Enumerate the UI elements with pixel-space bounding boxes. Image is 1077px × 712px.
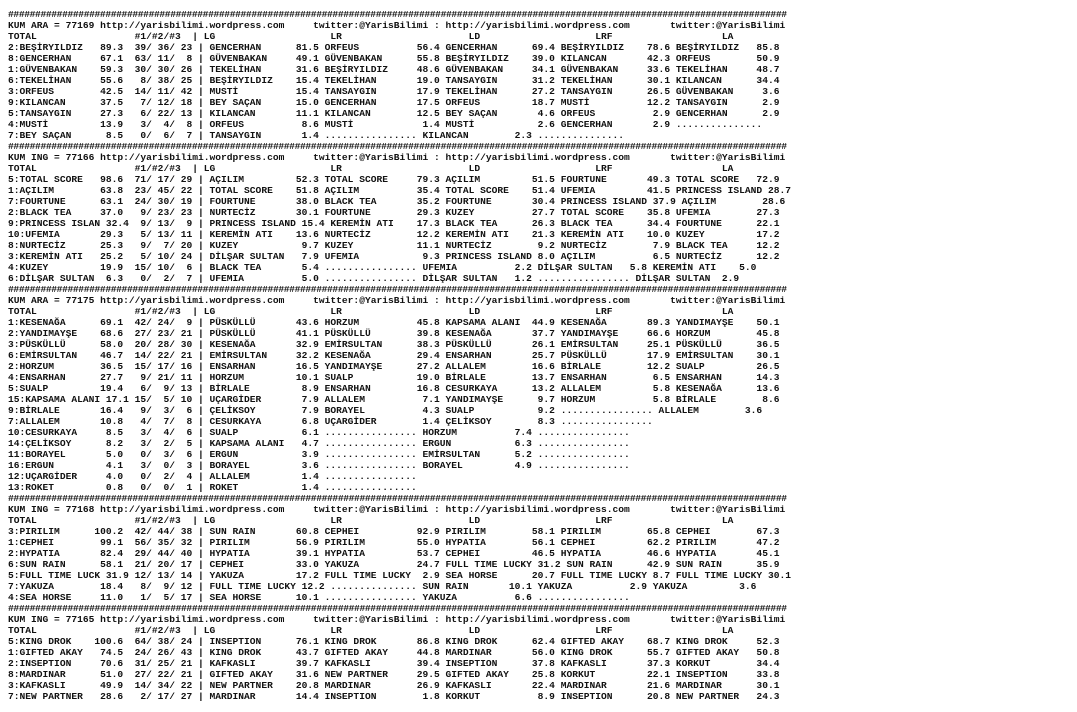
result-line: 3:KAFKASLI 49.9 14/ 34/ 22 | NEW PARTNER 20.8 MARDINAR 26.9 KAFKASLI 22.4 MARDINAR 21.6 MARDINAR 30.1 xyxy=(8,680,780,691)
result-line: 9:PRINCESS ISLAN 32.4 9/ 13/ 9 | PRINCESS ISLAND 15.4 KEREMİN ATI 17.3 BLACK TEA 26.3 BLACK TEA 34.4 FOURTUNE 22.1 xyxy=(8,218,780,229)
result-line: 7:BEY SAÇAN 8.5 0/ 6/ 7 | TANSAYGIN 1.4 ................ KILANCAN 2.3 ............... xyxy=(8,130,625,141)
result-line: 7:YAKUZA 18.4 8/ 9/ 12 | FULL TIME LUCKY 12.2 ............... SUN RAIN 10.1 YAKUZA 2.9 YAKUZA 3.6 xyxy=(8,581,757,592)
result-line: 13:ROKET 0.8 0/ 0/ 1 | ROKET 1.4 ................ xyxy=(8,482,417,493)
result-line: 12:UÇARGİDER 4.0 0/ 2/ 4 | ALLALEM 1.4 ................ xyxy=(8,471,417,482)
result-line: 10:CESURKAYA 8.5 3/ 4/ 6 | SUALP 6.1 ................ HORZUM 7.4 ................ xyxy=(8,427,630,438)
result-line: 6:TEKELİHAN 55.6 8/ 38/ 25 | BEŞİRYILDIZ 15.4 TEKELİHAN 19.0 TANSAYGIN 31.2 TEKELİHAN 30.1 KILANCAN 34.4 xyxy=(8,75,780,86)
result-line: 6:SUN RAIN 58.1 21/ 20/ 17 | CEPHEI 33.0 YAKUZA 24.7 FULL TIME LUCKY 31.2 SUN RAIN 42.9 SUN RAIN 35.9 xyxy=(8,559,780,570)
result-line: 6:EMİRSULTAN 46.7 14/ 22/ 21 | EMİRSULTAN 32.2 KESENAĞA 29.4 ENSARHAN 25.7 PÜSKÜLLÜ 17.9 EMİRSULTAN 30.1 xyxy=(8,350,780,361)
race-header-line: KUM ARA = 77169 http://yarisbilimi.wordpress.com twitter:@YarisBilimi : http://yarisbilimi.wordpress.com twitter:@YarisBilimi xyxy=(8,20,786,31)
race-header-line: KUM ING = 77165 http://yarisbilimi.wordpress.com twitter:@YarisBilimi : http://yarisbilimi.wordpress.com twitter:@YarisBilimi xyxy=(8,614,786,625)
race-block xyxy=(8,141,1077,284)
result-line: 3:KEREMİN ATI 25.2 5/ 10/ 24 | DİLŞAR SULTAN 7.9 UFEMIA 9.3 PRINCESS ISLAND 8.0 AÇILIM 6.5 NURTECİZ 12.2 xyxy=(8,251,780,262)
column-header-line: TOTAL #1/#2/#3 | LG LR LD LRF LA xyxy=(8,625,734,636)
result-line: 3:PÜSKÜLLÜ 58.0 20/ 28/ 30 | KESENAĞA 32.9 EMİRSULTAN 38.3 PÜSKÜLLÜ 26.1 EMİRSULTAN 25.1 PÜSKÜLLÜ 36.5 xyxy=(8,339,780,350)
result-line: 4:SEA HORSE 11.0 1/ 5/ 17 | SEA HORSE 10.1 ................ YAKUZA 6.6 ................ xyxy=(8,592,630,603)
result-line: 4:ENSARHAN 27.7 9/ 21/ 11 | HORZUM 10.1 SUALP 19.0 BİRLALE 13.7 ENSARHAN 6.5 ENSARHAN 14.3 xyxy=(8,372,780,383)
race-block xyxy=(8,284,1077,493)
result-line: 3:PIRILIM 100.2 42/ 44/ 38 | SUN RAIN 60.8 CEPHEI 92.9 PIRILIM 58.1 PIRILIM 65.8 CEPHEI 67.3 xyxy=(8,526,780,537)
separator-line: ################################################################################################################################################ xyxy=(8,603,787,614)
result-line: 1:AÇILIM 63.8 23/ 45/ 22 | TOTAL SCORE 51.8 AÇILIM 35.4 TOTAL SCORE 51.4 UFEMIA 41.5 PRINCESS ISLAND 28.7 xyxy=(8,185,791,196)
result-line: 1:GÜVENBAKAN 59.3 30/ 30/ 26 | TEKELİHAN 31.6 BEŞİRYILDIZ 48.6 GÜVENBAKAN 34.1 GÜVENBAKAN 33.6 TEKELİHAN 48.7 xyxy=(8,64,780,75)
result-line: 5:TANSAYGIN 27.3 6/ 22/ 13 | KILANCAN 11.1 KILANCAN 12.5 BEY SAÇAN 4.6 ORFEUS 2.9 GENCERHAN 2.9 xyxy=(8,108,780,119)
column-header-line: TOTAL #1/#2/#3 | LG LR LD LRF LA xyxy=(8,306,734,317)
result-line: 7:NEW PARTNER 28.6 2/ 17/ 27 | MARDINAR 14.4 INSEPTION 1.8 KORKUT 8.9 INSEPTION 20.8 NEW PARTNER 24.3 xyxy=(8,691,780,702)
column-header-line: TOTAL #1/#2/#3 | LG LR LD LRF LA xyxy=(8,163,734,174)
result-line: 3:ORFEUS 42.5 14/ 11/ 42 | MUSTİ 15.4 TANSAYGIN 17.9 TEKELİHAN 27.2 TANSAYGIN 26.5 GÜVENBAKAN 3.6 xyxy=(8,86,780,97)
separator-line: ################################################################################################################################################ xyxy=(8,9,787,20)
result-line: 5:KING DROK 100.6 64/ 38/ 24 | INSEPTION 76.1 KING DROK 86.8 KING DROK 62.4 GIFTED AKAY 68.7 KING DROK 52.3 xyxy=(8,636,780,647)
race-header-line: KUM ARA = 77175 http://yarisbilimi.wordpress.com twitter:@YarisBilimi : http://yarisbilimi.wordpress.com twitter:@YarisBilimi xyxy=(8,295,786,306)
result-line: 8:NURTECİZ 25.3 9/ 7/ 20 | KUZEY 9.7 KUZEY 11.1 NURTECİZ 9.2 NURTECİZ 7.9 BLACK TEA 12.2 xyxy=(8,240,780,251)
result-line: 15:KAPSAMA ALANI 17.1 15/ 5/ 10 | UÇARGİDER 7.9 ALLALEM 7.1 YANDIMAYŞE 9.7 HORZUM 5.8 BİRLALE 8.6 xyxy=(8,394,780,405)
race-block xyxy=(8,603,1077,702)
result-line: 16:ERGUN 4.1 3/ 0/ 3 | BORAYEL 3.6 ................ BORAYEL 4.9 ................ xyxy=(8,460,630,471)
result-line: 1:GIFTED AKAY 74.5 24/ 26/ 43 | KING DROK 43.7 GIFTED AKAY 44.8 MARDINAR 56.0 KING DROK 55.7 GIFTED AKAY 50.8 xyxy=(8,647,780,658)
separator-line: ################################################################################################################################################ xyxy=(8,284,787,295)
column-header-line: TOTAL #1/#2/#3 | LG LR LD LRF LA xyxy=(8,31,734,42)
result-line: 4:KUZEY 19.9 15/ 10/ 6 | BLACK TEA 5.4 ................ UFEMIA 2.2 DİLŞAR SULTAN 5.8 KEREMİN ATI 5.0 xyxy=(8,262,757,273)
result-line: 8:GENCERHAN 67.1 63/ 11/ 8 | GÜVENBAKAN 49.1 GÜVENBAKAN 55.8 BEŞİRYILDIZ 39.0 KILANCAN 42.3 ORFEUS 50.9 xyxy=(8,53,780,64)
result-line: 2:YANDIMAYŞE 68.6 27/ 23/ 21 | PÜSKÜLLÜ 41.1 PÜSKÜLLÜ 39.8 KESENAĞA 37.7 YANDIMAYŞE 66.6 HORZUM 45.8 xyxy=(8,328,780,339)
result-line: 1:KESENAĞA 69.1 42/ 24/ 9 | PÜSKÜLLÜ 43.6 HORZUM 45.8 KAPSAMA ALANI 44.9 KESENAĞA 89.3 YANDIMAYŞE 50.1 xyxy=(8,317,780,328)
result-line: 6:DİLŞAR SULTAN 6.3 0/ 2/ 7 | UFEMIA 5.0 ................ DİLŞAR SULTAN 1.2 ................ DİLŞAR SULTAN 2.9 xyxy=(8,273,740,284)
result-line: 2:INSEPTION 70.6 31/ 25/ 21 | KAFKASLI 39.7 KAFKASLI 39.4 INSEPTION 37.8 KAFKASLI 37.3 KORKUT 34.4 xyxy=(8,658,780,669)
race-block xyxy=(8,9,1077,141)
result-line: 4:MUSTİ 13.9 3/ 4/ 8 | ORFEUS 8.6 MUSTİ 1.4 MUSTİ 2.6 GENCERHAN 2.9 ............... xyxy=(8,119,763,130)
result-line: 5:SUALP 19.4 6/ 9/ 13 | BİRLALE 8.9 ENSARHAN 16.8 CESURKAYA 13.2 ALLALEM 5.8 KESENAĞA 13.6 xyxy=(8,383,780,394)
race-header-line: KUM ING = 77168 http://yarisbilimi.wordpress.com twitter:@YarisBilimi : http://yarisbilimi.wordpress.com twitter:@YarisBilimi xyxy=(8,504,786,515)
result-line: 2:HYPATIA 82.4 29/ 44/ 40 | HYPATIA 39.1 HYPATIA 53.7 CEPHEI 46.5 HYPATIA 46.6 HYPATIA 45.1 xyxy=(8,548,780,559)
result-line: 5:TOTAL SCORE 98.6 71/ 17/ 29 | AÇILIM 52.3 TOTAL SCORE 79.3 AÇILIM 51.5 FOURTUNE 49.3 TOTAL SCORE 72.9 xyxy=(8,174,780,185)
result-line: 9:BİRLALE 16.4 9/ 3/ 6 | ÇELİKSOY 7.9 BORAYEL 4.3 SUALP 9.2 ................ ALLALEM 3.6 xyxy=(8,405,763,416)
result-line: 9:KILANCAN 37.5 7/ 12/ 18 | BEY SAÇAN 15.0 GENCERHAN 17.5 ORFEUS 18.7 MUSTİ 12.2 TANSAYGIN 2.9 xyxy=(8,97,780,108)
result-line: 7:ALLALEM 10.8 4/ 7/ 8 | CESURKAYA 6.8 UÇARGİDER 1.4 ÇELİKSOY 8.3 ................ xyxy=(8,416,653,427)
result-line: 2:HORZUM 36.5 15/ 17/ 16 | ENSARHAN 16.5 YANDIMAYŞE 27.2 ALLALEM 16.6 BİRLALE 12.2 SUALP 26.5 xyxy=(8,361,780,372)
result-line: 14:ÇELİKSOY 8.2 3/ 2/ 5 | KAPSAMA ALANI 4.7 ................ ERGUN 6.3 ................ xyxy=(8,438,630,449)
result-line: 10:UFEMIA 29.3 5/ 13/ 11 | KEREMİN ATI 13.6 NURTECİZ 12.2 KEREMİN ATI 21.3 KEREMİN ATI 10.0 KUZEY 17.2 xyxy=(8,229,780,240)
result-line: 1:CEPHEI 99.1 56/ 35/ 32 | PIRILIM 56.9 PIRILIM 55.0 HYPATIA 56.1 CEPHEI 62.2 PIRILIM 47.2 xyxy=(8,537,780,548)
separator-line: ################################################################################################################################################ xyxy=(8,141,787,152)
race-header-line: KUM ING = 77166 http://yarisbilimi.wordpress.com twitter:@YarisBilimi : http://yarisbilimi.wordpress.com twitter:@YarisBilimi xyxy=(8,152,786,163)
result-line: 7:FOURTUNE 63.1 24/ 30/ 19 | FOURTUNE 38.0 BLACK TEA 35.2 FOURTUNE 30.4 PRINCESS ISLAND 37.9 AÇILIM 28.6 xyxy=(8,196,786,207)
result-line: 2:BEŞİRYILDIZ 89.3 39/ 36/ 23 | GENCERHAN 81.5 ORFEUS 56.4 GENCERHAN 69.4 BEŞİRYILDIZ 78.6 BEŞİRYILDIZ 85.8 xyxy=(8,42,780,53)
separator-line: ################################################################################################################################################ xyxy=(8,493,787,504)
result-line: 8:MARDINAR 51.0 27/ 22/ 21 | GIFTED AKAY 31.6 NEW PARTNER 29.5 GIFTED AKAY 25.8 KORKUT 22.1 INSEPTION 33.8 xyxy=(8,669,780,680)
race-block xyxy=(8,493,1077,603)
column-header-line: TOTAL #1/#2/#3 | LG LR LD LRF LA xyxy=(8,515,734,526)
result-line: 2:BLACK TEA 37.0 9/ 23/ 23 | NURTECİZ 30.1 FOURTUNE 29.3 KUZEY 27.7 TOTAL SCORE 35.8 UFEMIA 27.3 xyxy=(8,207,780,218)
result-line: 5:FULL TIME LUCK 31.9 12/ 13/ 14 | YAKUZA 17.2 FULL TIME LUCKY 2.9 SEA HORSE 20.7 FULL TIME LUCKY 8.7 FULL TIME LUCKY 30.1 xyxy=(8,570,791,581)
result-line: 11:BORAYEL 5.0 0/ 3/ 6 | ERGUN 3.9 ................ EMİRSULTAN 5.2 ................ xyxy=(8,449,630,460)
